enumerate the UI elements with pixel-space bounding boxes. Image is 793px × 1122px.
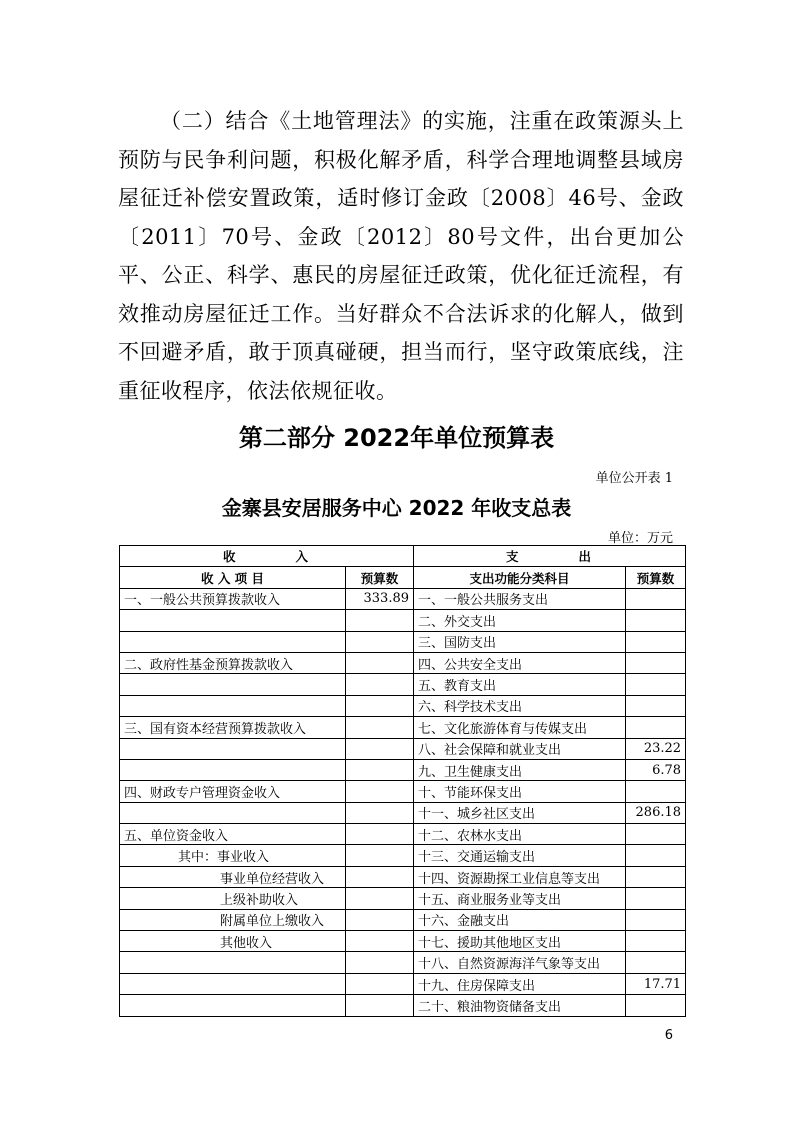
- expense-item-cell: 七、文化旅游体育与传媒支出: [414, 717, 626, 738]
- income-header: 收 入: [120, 546, 414, 567]
- expense-item-cell: 十八、自然资源海洋气象等支出: [414, 952, 626, 973]
- expense-item-cell: 二、外交支出: [414, 610, 626, 631]
- income-amount-cell: 333.89: [346, 588, 414, 609]
- income-amount-cell: [346, 631, 414, 652]
- expense-item-cell: 九、卫生健康支出: [414, 759, 626, 780]
- expense-item-cell: 十五、商业服务业等支出: [414, 888, 626, 909]
- expense-item-cell: 一、一般公共服务支出: [414, 588, 626, 609]
- expense-item-cell: 五、教育支出: [414, 674, 626, 695]
- income-item-cell: 其中：事业收入: [120, 845, 346, 866]
- expense-item-cell: 十一、城乡社区支出: [414, 802, 626, 823]
- income-amount-cell: [346, 610, 414, 631]
- expense-amount-cell: [626, 824, 686, 845]
- table-row: [120, 931, 686, 952]
- table-row: [120, 909, 686, 930]
- income-amount-cell: [346, 695, 414, 716]
- income-item-cell: [120, 952, 346, 973]
- expense-amount-cell: 6.78: [626, 759, 686, 780]
- table-row: [120, 631, 686, 652]
- income-item-cell: [120, 802, 346, 823]
- expense-amount-cell: [626, 781, 686, 802]
- table-row: [120, 610, 686, 631]
- expense-item-cell: 十三、交通运输支出: [414, 845, 626, 866]
- expense-amount-cell: [626, 888, 686, 909]
- table-row: [120, 759, 686, 780]
- table-row: [120, 995, 686, 1016]
- income-amount-cell: [346, 781, 414, 802]
- income-item-cell: [120, 995, 346, 1016]
- income-item-cell: [120, 759, 346, 780]
- expense-amount-cell: [626, 674, 686, 695]
- income-item-cell: 其他收入: [120, 931, 346, 952]
- table-row: [120, 973, 686, 994]
- income-item-header: 收 入 项 目: [120, 567, 346, 588]
- income-amount-cell: [346, 802, 414, 823]
- table-number: 单位公开表 1: [595, 471, 673, 486]
- expense-item-cell: 八、社会保障和就业支出: [414, 738, 626, 759]
- page-number: 6: [664, 1028, 673, 1043]
- income-amount-cell: [346, 995, 414, 1016]
- unit-label: 单位：万元: [607, 531, 673, 546]
- expense-item-cell: 三、国防支出: [414, 631, 626, 652]
- expense-amount-cell: [626, 652, 686, 673]
- expense-amount-cell: [626, 909, 686, 930]
- expense-budget-header: 预算数: [626, 567, 686, 588]
- table-row: [120, 652, 686, 673]
- body-paragraph: [118, 102, 684, 410]
- income-item-cell: 二、政府性基金预算拨款收入: [120, 652, 346, 673]
- budget-summary-table: [119, 545, 686, 1017]
- income-item-cell: [120, 738, 346, 759]
- income-item-cell: 五、单位资金收入: [120, 824, 346, 845]
- table-row: [120, 695, 686, 716]
- income-item-cell: 附属单位上缴收入: [120, 909, 346, 930]
- table-row: [120, 738, 686, 759]
- expense-item-header: 支出功能分类科目: [414, 567, 626, 588]
- income-item-cell: [120, 674, 346, 695]
- income-item-cell: 事业单位经营收入: [120, 866, 346, 887]
- income-amount-cell: [346, 973, 414, 994]
- expense-amount-cell: [626, 631, 686, 652]
- income-amount-cell: [346, 866, 414, 887]
- table-row: [120, 824, 686, 845]
- table-header-row-2: [120, 567, 686, 588]
- income-item-cell: 一、一般公共预算拨款收入: [120, 588, 346, 609]
- expense-item-cell: 二十、粮油物资储备支出: [414, 995, 626, 1016]
- expense-amount-cell: [626, 610, 686, 631]
- expense-item-cell: 十六、金融支出: [414, 909, 626, 930]
- income-item-cell: [120, 631, 346, 652]
- income-amount-cell: [346, 738, 414, 759]
- expense-amount-cell: 17.71: [626, 973, 686, 994]
- table-row: [120, 866, 686, 887]
- expense-item-cell: 四、公共安全支出: [414, 652, 626, 673]
- expense-item-cell: 十四、资源勘探工业信息等支出: [414, 866, 626, 887]
- expense-amount-cell: [626, 845, 686, 866]
- table-title: 金寨县安居服务中心 2022 年收支总表: [221, 496, 572, 520]
- income-item-cell: 四、财政专户管理资金收入: [120, 781, 346, 802]
- expense-item-cell: 十九、住房保障支出: [414, 973, 626, 994]
- table-body: [120, 588, 686, 1016]
- table-row: [120, 888, 686, 909]
- paragraph-text: （二）结合《土地管理法》的实施，注重在政策源头上预防与民争利问题，积极化解矛盾，科学合理地调整县域房屋征迁补偿安置政策，适时修订金政〔2008〕46号、金政〔2011〕70号、金政〔2012〕80号文件，出台更加公平、公正、科学、惠民的房屋征迁政策，优化征迁流程，有效推动房屋征迁工作。当好群众不合法诉求的化解人，做到不回避矛盾，敢于顶真碰硬，担当而行，坚守政策底线，注重征收程序，依法依规征收。: [118, 109, 684, 403]
- table-row: [120, 781, 686, 802]
- income-amount-cell: [346, 952, 414, 973]
- income-amount-cell: [346, 674, 414, 695]
- income-item-cell: [120, 610, 346, 631]
- expense-amount-cell: 286.18: [626, 802, 686, 823]
- expense-amount-cell: [626, 952, 686, 973]
- income-amount-cell: [346, 931, 414, 952]
- income-item-cell: 上级补助收入: [120, 888, 346, 909]
- income-amount-cell: [346, 717, 414, 738]
- income-item-cell: [120, 695, 346, 716]
- table-row: [120, 717, 686, 738]
- expense-header: 支 出: [414, 546, 686, 567]
- expense-amount-cell: [626, 588, 686, 609]
- expense-amount-cell: [626, 866, 686, 887]
- section-title: 第二部分 2022年单位预算表: [238, 424, 555, 452]
- expense-amount-cell: [626, 717, 686, 738]
- table-row: [120, 802, 686, 823]
- expense-item-cell: 十二、农林水支出: [414, 824, 626, 845]
- income-item-cell: 三、国有资本经营预算拨款收入: [120, 717, 346, 738]
- expense-amount-cell: [626, 931, 686, 952]
- income-amount-cell: [346, 888, 414, 909]
- expense-amount-cell: [626, 995, 686, 1016]
- income-amount-cell: [346, 759, 414, 780]
- expense-item-cell: 十七、援助其他地区支出: [414, 931, 626, 952]
- income-amount-cell: [346, 909, 414, 930]
- table-row: [120, 588, 686, 609]
- expense-item-cell: 六、科学技术支出: [414, 695, 626, 716]
- expense-amount-cell: 23.22: [626, 738, 686, 759]
- income-item-cell: [120, 973, 346, 994]
- income-budget-header: 预算数: [346, 567, 414, 588]
- expense-amount-cell: [626, 695, 686, 716]
- income-amount-cell: [346, 652, 414, 673]
- income-amount-cell: [346, 845, 414, 866]
- table-row: [120, 674, 686, 695]
- table-row: [120, 845, 686, 866]
- table-header-row-1: [120, 546, 686, 567]
- income-amount-cell: [346, 824, 414, 845]
- table-row: [120, 952, 686, 973]
- expense-item-cell: 十、节能环保支出: [414, 781, 626, 802]
